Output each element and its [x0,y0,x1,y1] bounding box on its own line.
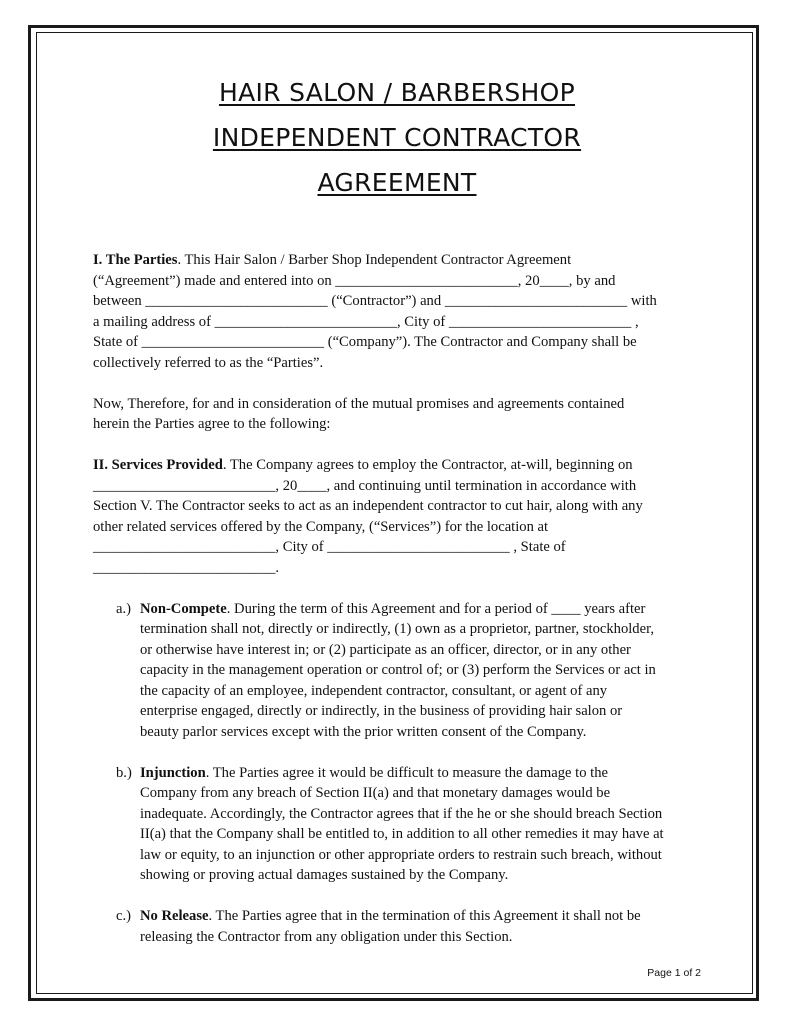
paragraph-line: State of _________________________ (“Company”). The Contractor and Company shall be [93,334,637,350]
paragraph-line: _________________________, 20____, and continuing until termination in accordance with [93,477,637,494]
paragraph-line: releasing the Contractor from any obligation under this Section. [140,928,513,945]
paragraph-line: between _________________________ (“Contractor”) and _________________________ with [93,293,657,309]
paragraph-line: II(a) that the Company shall be entitled to, in addition to all other remedies it may have at [140,826,664,842]
document-title-line-1: HAIR SALON / BARBERSHOP [218,78,576,107]
section-parties [93,250,708,373]
section-services-provided [93,455,708,578]
page-number: Page 1 of 2 [647,967,701,979]
paragraph-line: the capacity of an employee, independent contractor, consultant, or agent of any [140,682,608,699]
paragraph-line: inadequate. Accordingly, the Contractor agrees that if the he or she should breach Section [140,805,663,822]
paragraph-line: . The Parties agree it would be difficult to measure the damage to the [205,764,608,781]
subsection-number: b.) [116,764,132,781]
paragraph-line: enterprise engaged, directly or indirectly, in the business of providing hair salon or [140,703,623,719]
paragraph-line: . The Parties agree that in the termination of this Agreement it shall not be [208,908,641,924]
paragraph-line: Now, Therefore, for and in consideration of the mutual promises and agreements contained [93,395,625,412]
document-body [93,250,708,947]
paragraph-now-therefore [93,394,708,435]
subsection-number: c.) [116,908,131,924]
document-title-line-3: AGREEMENT [317,168,477,197]
paragraph-line: . During the term of this Agreement and for a period of ____ years after [226,600,646,617]
paragraph-line: _________________________. [93,559,280,576]
paragraph-line: (“Agreement”) made and entered into on _________________________, 20____, by and [93,272,616,289]
paragraph-line: other related services offered by the Company, (“Services”) for the location at [93,518,549,535]
subsection-no-release [93,906,708,947]
paragraph-line: collectively referred to as the “Parties”. [93,354,324,371]
paragraph-line: _________________________, City of _________________________ , State of [93,539,566,555]
paragraph-line: a mailing address of _________________________, City of _________________________ , [93,313,639,330]
paragraph-line: Company from any breach of Section II(a) and that monetary damages would be [140,785,611,801]
paragraph-line: or otherwise have interest in; or (2) participate as an officer, director, or in any other [140,641,631,658]
paragraph-line: herein the Parties agree to the following: [93,416,331,432]
paragraph-line: . The Company agrees to employ the Contractor, at-will, beginning on [222,457,633,473]
subsection-heading: No Release [140,908,209,924]
paragraph-line: law or equity, to an injunction or other appropriate orders to restrain such breach, without [140,846,662,863]
subsection-heading: Non-Compete [140,600,227,617]
paragraph-line: capacity in the management operation or control of; or (3) perform the Services or act in [140,662,656,678]
section-heading-parties: I. The Parties [93,252,178,268]
subsection-injunction [93,763,708,886]
paragraph-line: beauty parlor services except with the prior written consent of the Company. [140,723,587,740]
paragraph-line: showing or proving actual damages sustained by the Company. [140,867,509,883]
document-title-line-2: INDEPENDENT CONTRACTOR [212,123,582,152]
paragraph-line: termination shall not, directly or indirectly, (1) own as a proprietor, partner, stockholder, [140,621,655,637]
subsection-number: a.) [116,600,131,617]
section-heading-services: II. Services Provided [93,457,223,473]
subsection-non-compete [93,599,708,743]
subsection-heading: Injunction [140,764,206,781]
paragraph-line: . This Hair Salon / Barber Shop Independent Contractor Agreement [177,252,572,268]
paragraph-line: Section V. The Contractor seeks to act as an independent contractor to cut hair, along with any [93,498,643,514]
